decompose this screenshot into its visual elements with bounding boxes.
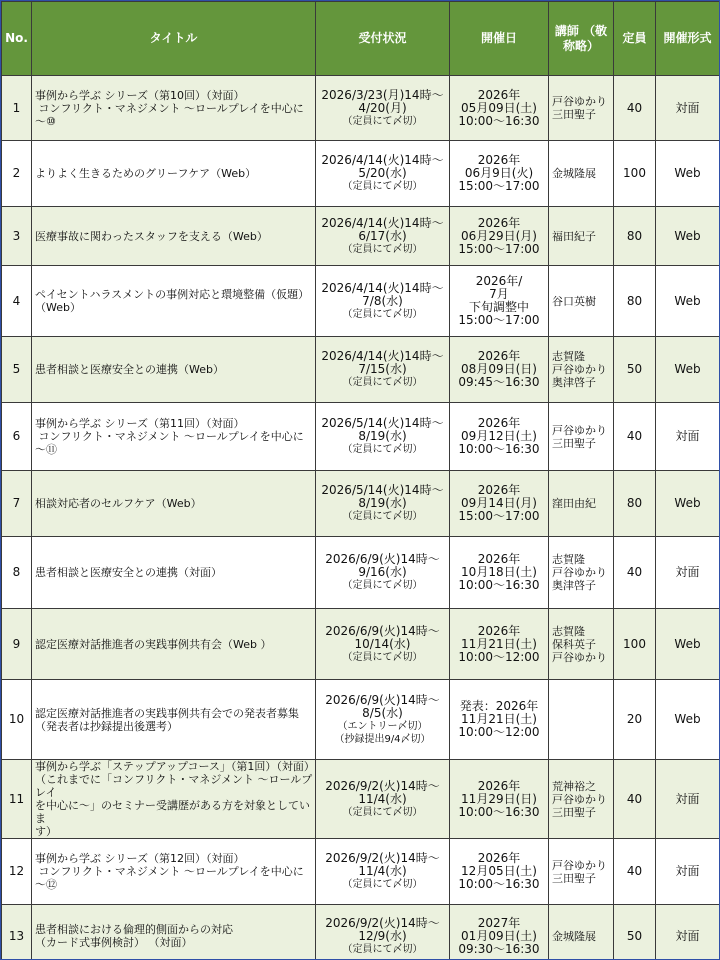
event-date-line: 2026年 bbox=[477, 153, 521, 167]
event-date-line: 10:00～12:00 bbox=[458, 649, 540, 664]
seminar-title bbox=[32, 839, 316, 905]
lecturer-name: 金城隆展 bbox=[552, 929, 596, 943]
event-date-line: 2026年 bbox=[477, 215, 521, 230]
lecturers bbox=[549, 207, 614, 266]
reception-line: 5/20(水) bbox=[358, 166, 407, 180]
event-date-line: 12月05日(土) bbox=[461, 864, 537, 878]
reception-line: （定員にて〆切） bbox=[342, 181, 423, 192]
table-row bbox=[2, 337, 720, 403]
event-format: 対面 bbox=[656, 76, 720, 141]
reception-line: 10/14(水) bbox=[354, 636, 411, 651]
lecturer-name: 志賀隆 bbox=[552, 624, 585, 638]
reception-status bbox=[316, 141, 450, 207]
capacity: 100 bbox=[614, 609, 656, 680]
event-date-line: 09月14日(月) bbox=[461, 496, 537, 510]
event-date bbox=[450, 76, 549, 141]
event-date-line: 下旬調整中 bbox=[468, 300, 529, 314]
event-date-line: 発表：2026年 bbox=[459, 699, 539, 713]
table-row bbox=[2, 839, 720, 905]
event-date-line: 2026年 bbox=[477, 851, 521, 865]
lecturers bbox=[549, 537, 614, 609]
reception-line: 2026/9/2(火)14時～ bbox=[325, 778, 440, 793]
event-date bbox=[450, 471, 549, 537]
table-row bbox=[2, 76, 720, 141]
lecturers bbox=[549, 760, 614, 839]
event-format: Web bbox=[656, 680, 720, 760]
event-format: 対面 bbox=[656, 760, 720, 839]
reception-line: 2026/9/2(火)14時～ bbox=[325, 851, 440, 865]
lecturer-name: 荒神裕之 bbox=[552, 779, 596, 793]
seminar-title bbox=[32, 337, 316, 403]
event-date-line: 15:00～17:00 bbox=[458, 179, 540, 193]
row-number: 2 bbox=[2, 141, 32, 207]
header-capacity: 定員 bbox=[614, 2, 656, 76]
seminar-title-line: （発表者は抄録提出後選考） bbox=[35, 719, 178, 733]
table-row bbox=[2, 609, 720, 680]
event-format: 対面 bbox=[656, 537, 720, 609]
event-date bbox=[450, 337, 549, 403]
event-date-line: 11月29日(日) bbox=[461, 791, 537, 806]
reception-line: 8/5(水) bbox=[362, 705, 403, 720]
reception-line: （定員にて〆切） bbox=[342, 511, 423, 522]
seminar-title-line: コンフリクト・マネジメント ～ロールプレイを中心に～⑪ bbox=[35, 430, 304, 456]
event-date-line: 10:00～16:30 bbox=[458, 578, 540, 592]
lecturers bbox=[549, 839, 614, 905]
table-body bbox=[2, 76, 720, 960]
reception-line: 2026/4/14(火)14時～ bbox=[321, 280, 444, 295]
table-row bbox=[2, 760, 720, 839]
reception-status bbox=[316, 839, 450, 905]
seminar-title-line: コンフリクト・マネジメント ～ロールプレイを中心に～⑩ bbox=[35, 101, 304, 128]
header-lecturer-line1: 講師 bbox=[554, 23, 579, 38]
reception-line: （定員にて〆切） bbox=[342, 115, 423, 127]
event-date-line: 10:00～12:00 bbox=[458, 725, 540, 739]
event-date-line: 2026年/ bbox=[475, 274, 523, 288]
seminar-title-line: 事例から学ぶ「ステップアップコース」（第1回）（対面） bbox=[35, 760, 315, 773]
event-date-line: 10:00～16:30 bbox=[458, 442, 540, 456]
reception-line: 2026/4/14(火)14時～ bbox=[321, 215, 444, 230]
table-header-row bbox=[2, 2, 720, 76]
lecturer-name: 戸谷ゆかり bbox=[552, 858, 607, 872]
event-date-line: 2026年 bbox=[477, 416, 521, 430]
event-date bbox=[450, 537, 549, 609]
lecturer-name: 三田聖子 bbox=[552, 436, 596, 450]
lecturer-name: 窪田由紀 bbox=[552, 497, 596, 510]
header-no: No. bbox=[2, 2, 32, 76]
event-format: Web bbox=[656, 609, 720, 680]
reception-line: 4/20(月) bbox=[358, 100, 407, 115]
seminar-title bbox=[32, 537, 316, 609]
row-number: 7 bbox=[2, 471, 32, 537]
event-date-line: 05月09日(土) bbox=[461, 100, 537, 115]
event-date-line: 15:00～17:00 bbox=[458, 509, 540, 523]
event-date-line: 11月21日(土) bbox=[461, 712, 537, 726]
reception-line: 2026/6/9(火)14時～ bbox=[325, 692, 440, 707]
reception-line: 8/19(水) bbox=[358, 496, 407, 510]
reception-line: （抄録提出9/4〆切） bbox=[334, 733, 431, 745]
row-number: 5 bbox=[2, 337, 32, 403]
reception-line: （定員にて〆切） bbox=[342, 444, 423, 455]
seminar-title bbox=[32, 905, 316, 960]
row-number: 11 bbox=[2, 760, 32, 839]
capacity: 50 bbox=[614, 337, 656, 403]
event-date-line: 11月21日(土) bbox=[461, 636, 537, 651]
seminar-title-line: ペイセントハラスメントの事例対応と環境整備（仮題）（Web） bbox=[35, 288, 310, 314]
reception-line: （定員にて〆切） bbox=[342, 580, 423, 591]
seminar-title-line: コンフリクト・マネジメント ～ロールプレイを中心に～⑫ bbox=[35, 865, 304, 891]
seminar-title-line: （カード式事例検討） （対面） bbox=[35, 936, 193, 949]
table-row bbox=[2, 905, 720, 960]
event-date-line: 2026年 bbox=[477, 552, 521, 566]
reception-line: 2026/6/9(火)14時～ bbox=[325, 623, 440, 638]
table-row bbox=[2, 537, 720, 609]
lecturers bbox=[549, 266, 614, 337]
event-date-line: 09:30～16:30 bbox=[458, 941, 540, 956]
capacity: 20 bbox=[614, 680, 656, 760]
capacity: 80 bbox=[614, 471, 656, 537]
seminar-title-line: 事例から学ぶ シリーズ（第10回）（対面） bbox=[35, 88, 245, 102]
event-date bbox=[450, 266, 549, 337]
event-date-line: 2026年 bbox=[477, 778, 521, 793]
reception-line: （定員にて〆切） bbox=[342, 651, 423, 663]
seminar-title-line: 相談対応者のセルフケア（Web） bbox=[35, 497, 202, 510]
event-date-line: 2026年 bbox=[477, 623, 521, 638]
reception-line: 6/17(水) bbox=[358, 228, 407, 243]
reception-line: 2026/3/23(月)14時～ bbox=[321, 87, 444, 102]
lecturer-name: 保科英子 bbox=[552, 637, 596, 651]
seminar-title bbox=[32, 403, 316, 471]
lecturer-name: 福田紀子 bbox=[552, 229, 596, 243]
event-date-line: 10:00～16:30 bbox=[458, 113, 540, 128]
seminar-title bbox=[32, 76, 316, 141]
seminar-title-line: す） bbox=[35, 825, 57, 838]
lecturer-name: 奥津啓子 bbox=[552, 376, 596, 389]
event-date bbox=[450, 839, 549, 905]
table-row bbox=[2, 266, 720, 337]
event-date-line: 09:45～16:30 bbox=[458, 375, 540, 389]
table-row bbox=[2, 403, 720, 471]
reception-status bbox=[316, 537, 450, 609]
header-reception: 受付状況 bbox=[316, 2, 450, 76]
event-format: 対面 bbox=[656, 839, 720, 905]
event-date-line: 01月09日(土) bbox=[461, 928, 537, 943]
header-format: 開催形式 bbox=[656, 2, 720, 76]
header-lecturer bbox=[549, 2, 614, 76]
table-row bbox=[2, 471, 720, 537]
seminar-title-line: （これまでに「コンフリクト・マネジメント ～ロールプレイ bbox=[35, 773, 313, 799]
reception-line: 7/15(水) bbox=[358, 362, 407, 376]
header-title: タイトル bbox=[32, 2, 316, 76]
reception-line: （定員にて〆切） bbox=[342, 943, 423, 955]
seminar-title-line: 患者相談と医療安全との連携（Web） bbox=[35, 363, 224, 376]
reception-line: 12/9(水) bbox=[358, 928, 407, 943]
event-format: Web bbox=[656, 337, 720, 403]
row-number: 13 bbox=[2, 905, 32, 960]
event-date-line: 15:00～17:00 bbox=[458, 241, 540, 256]
table-row bbox=[2, 141, 720, 207]
lecturers bbox=[549, 76, 614, 141]
lecturers bbox=[549, 905, 614, 960]
reception-status bbox=[316, 337, 450, 403]
lecturers bbox=[549, 141, 614, 207]
table-row bbox=[2, 207, 720, 266]
reception-line: 2026/5/14(火)14時～ bbox=[321, 483, 444, 497]
reception-line: （定員にて〆切） bbox=[342, 308, 423, 320]
header-date: 開催日 bbox=[450, 2, 549, 76]
reception-line: （定員にて〆切） bbox=[342, 806, 423, 818]
reception-line: 9/16(水) bbox=[358, 565, 407, 579]
event-date-line: 2027年 bbox=[477, 915, 521, 930]
reception-line: （定員にて〆切） bbox=[342, 243, 423, 255]
lecturers bbox=[549, 403, 614, 471]
reception-line: （定員にて〆切） bbox=[342, 377, 423, 388]
lecturer-name: 戸谷ゆかり bbox=[552, 650, 607, 664]
seminar-title-line: 事例から学ぶ シリーズ（第11回）（対面） bbox=[35, 417, 245, 430]
lecturer-name: 三田聖子 bbox=[552, 871, 596, 885]
lecturers bbox=[549, 337, 614, 403]
event-date bbox=[450, 207, 549, 266]
lecturer-name: 戸谷ゆかり bbox=[552, 566, 607, 579]
row-number: 4 bbox=[2, 266, 32, 337]
lecturer-name: 金城隆展 bbox=[552, 167, 596, 180]
seminar-title-line: 認定医療対話推進者の実践事例共有会での発表者募集 bbox=[35, 706, 299, 720]
lecturer-name: 戸谷ゆかり bbox=[552, 95, 607, 108]
seminar-title bbox=[32, 760, 316, 839]
seminar-title bbox=[32, 207, 316, 266]
reception-line: 7/8(水) bbox=[362, 293, 403, 308]
reception-line: 2026/9/2(火)14時～ bbox=[325, 915, 440, 930]
table-row bbox=[2, 680, 720, 760]
seminar-title bbox=[32, 680, 316, 760]
event-date-line: 08月09日(日) bbox=[461, 362, 537, 376]
reception-line: 11/4(水) bbox=[358, 864, 407, 878]
seminar-schedule-table bbox=[1, 1, 720, 960]
reception-line: 8/19(水) bbox=[358, 429, 407, 443]
row-number: 6 bbox=[2, 403, 32, 471]
event-date-line: 10:00～16:30 bbox=[458, 804, 540, 819]
reception-status bbox=[316, 76, 450, 141]
lecturer-name: 三田聖子 bbox=[552, 805, 596, 819]
event-date bbox=[450, 403, 549, 471]
event-date-line: 06月9日(火) bbox=[464, 166, 534, 180]
lecturers bbox=[549, 680, 614, 760]
capacity: 100 bbox=[614, 141, 656, 207]
capacity: 40 bbox=[614, 760, 656, 839]
event-date-line: 2026年 bbox=[477, 349, 521, 363]
row-number: 3 bbox=[2, 207, 32, 266]
reception-status bbox=[316, 266, 450, 337]
reception-status bbox=[316, 609, 450, 680]
capacity: 80 bbox=[614, 266, 656, 337]
lecturers bbox=[549, 609, 614, 680]
seminar-title-line: を中心に～」のセミナー受講歴がある方を対象としていま bbox=[35, 799, 310, 825]
event-format: Web bbox=[656, 207, 720, 266]
reception-line: 2026/6/9(火)14時～ bbox=[325, 552, 440, 566]
event-format: Web bbox=[656, 266, 720, 337]
event-date bbox=[450, 680, 549, 760]
seminar-title bbox=[32, 266, 316, 337]
seminar-title-line: 認定医療対話推進者の実践事例共有会（Web ） bbox=[35, 637, 272, 651]
event-date bbox=[450, 141, 549, 207]
seminar-title-line: 患者相談と医療安全との連携（対面） bbox=[35, 566, 222, 579]
reception-line: （定員にて〆切） bbox=[342, 879, 423, 890]
seminar-title-line: 患者相談における倫理的側面からの対応 bbox=[35, 923, 233, 936]
reception-line: 11/4(水) bbox=[358, 791, 407, 806]
seminar-title-line: 事例から学ぶ シリーズ（第12回）（対面） bbox=[35, 852, 245, 865]
row-number: 10 bbox=[2, 680, 32, 760]
reception-status bbox=[316, 207, 450, 266]
row-number: 9 bbox=[2, 609, 32, 680]
event-date bbox=[450, 609, 549, 680]
lecturer-name: 戸谷ゆかり bbox=[552, 363, 607, 376]
event-format: Web bbox=[656, 471, 720, 537]
lecturer-name: 谷口英樹 bbox=[552, 294, 596, 308]
reception-status bbox=[316, 403, 450, 471]
lecturer-name: 戸谷ゆかり bbox=[552, 423, 607, 437]
reception-status bbox=[316, 905, 450, 960]
capacity: 40 bbox=[614, 537, 656, 609]
capacity: 40 bbox=[614, 76, 656, 141]
lecturer-name: 奥津啓子 bbox=[552, 579, 596, 592]
seminar-title bbox=[32, 141, 316, 207]
capacity: 50 bbox=[614, 905, 656, 960]
event-format: Web bbox=[656, 141, 720, 207]
event-date-line: 2026年 bbox=[477, 87, 521, 102]
lecturer-name: 志賀隆 bbox=[552, 553, 585, 566]
reception-line: （エントリー〆切） bbox=[337, 720, 428, 732]
seminar-title-line: 医療事故に関わったスタッフを支える（Web） bbox=[35, 229, 268, 243]
capacity: 80 bbox=[614, 207, 656, 266]
reception-status bbox=[316, 471, 450, 537]
row-number: 1 bbox=[2, 76, 32, 141]
event-date-line: 06月29日(月) bbox=[461, 228, 537, 243]
event-date bbox=[450, 760, 549, 839]
reception-line: 2026/4/14(火)14時～ bbox=[321, 153, 444, 167]
event-date-line: 10月18日(土) bbox=[461, 565, 537, 579]
capacity: 40 bbox=[614, 839, 656, 905]
event-date-line: 10:00～16:30 bbox=[458, 877, 540, 891]
event-date-line: 7月 bbox=[489, 287, 509, 301]
event-format: 対面 bbox=[656, 403, 720, 471]
seminar-title-line: よりよく生きるためのグリーフケア（Web） bbox=[35, 167, 257, 180]
event-date-line: 15:00～17:00 bbox=[458, 313, 540, 327]
reception-status bbox=[316, 680, 450, 760]
reception-status bbox=[316, 760, 450, 839]
lecturer-name: 戸谷ゆかり bbox=[552, 792, 607, 806]
event-date bbox=[450, 905, 549, 960]
event-date-line: 09月12日(土) bbox=[461, 429, 537, 443]
lecturer-name: 志賀隆 bbox=[552, 350, 585, 363]
seminar-title bbox=[32, 609, 316, 680]
lecturer-name: 三田聖子 bbox=[552, 108, 596, 121]
event-format: 対面 bbox=[656, 905, 720, 960]
row-number: 12 bbox=[2, 839, 32, 905]
capacity: 40 bbox=[614, 403, 656, 471]
reception-line: 2026/4/14(火)14時～ bbox=[321, 349, 444, 363]
row-number: 8 bbox=[2, 537, 32, 609]
lecturers bbox=[549, 471, 614, 537]
header-lecturer-line2: （敬称略） bbox=[562, 23, 608, 53]
event-date-line: 2026年 bbox=[477, 483, 521, 497]
seminar-title bbox=[32, 471, 316, 537]
reception-line: 2026/5/14(火)14時～ bbox=[321, 416, 444, 430]
